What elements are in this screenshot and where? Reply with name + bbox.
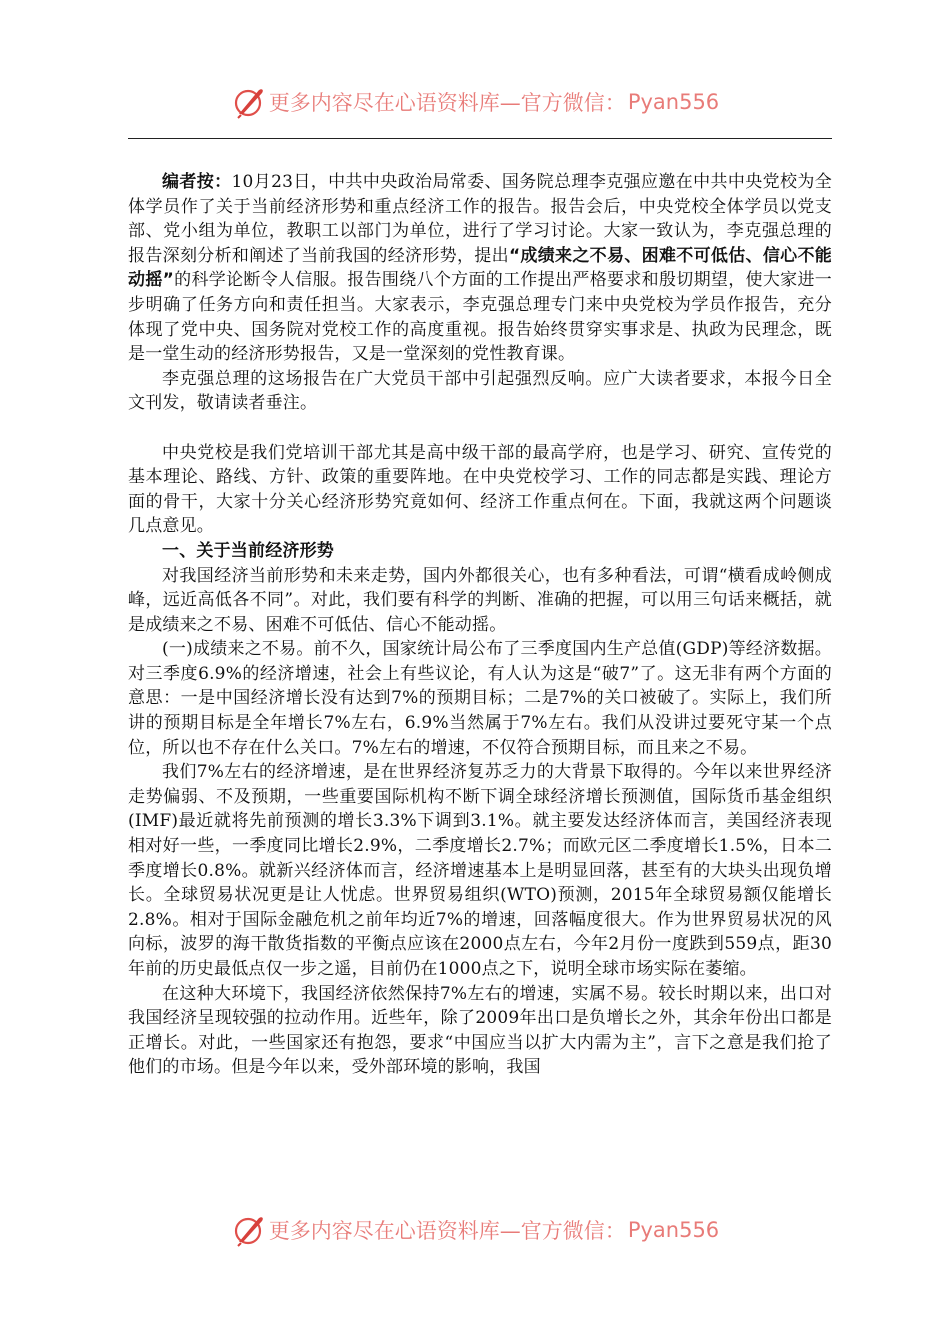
editor-note-text-b: 的科学论断令人信服。报告围绕八个方面的工作提出严格要求和殷切期望，使大家进一步明确了任务方向和责任担当。大家表示，李克强总理专门来中央党校为学员作报告，充分体现了党中央、国务院对党校工作的高度重视。报告始终贯穿实事求是、执政为民理念，既是一堂生动的经济形势报告，又是一堂深刻的党性教育课。 xyxy=(128,270,832,365)
quill-pen-circle-icon xyxy=(231,1212,267,1248)
quill-pen-circle-icon xyxy=(231,84,267,120)
overview-paragraph: 对我国经济当前形势和未来走势，国内外都很关心，也有多种看法，可谓“横看成岭侧成峰，远近高低各不同”。对此，我们要有科学的判断、准确的把握，可以用三句话来概括，就是成绩来之不易、困难不可低估、信心不能动摇。 xyxy=(128,565,832,635)
environment-paragraph: 在这种大环境下，我国经济依然保持7%左右的增速，实属不易。较长时期以来，出口对我国经济呈现较强的拉动作用。近些年，除了2009年出口是负增长之外，其余年份出口都是正增长。对此，一些国家还有抱怨，要求“中国应当以扩大内需为主”，言下之意是我们抢了他们的市场。但是今年以来，受外部环境的影响，我国 xyxy=(128,983,832,1078)
watermark-text: 更多内容尽在心语资料库—官方微信： xyxy=(268,91,626,115)
world-economy-paragraph: 我们7%左右的经济增速，是在世界经济复苏乏力的大背景下取得的。今年以来世界经济走势偏弱、不及预期，一些重要国际机构不断下调全球经济增长预测值，国际货币基金组织(IMF)最近就将先前预测的增长3.3%下调到3.1%。就主要发达经济体而言，美国经济表现相对好一些，一季度同比增长2.9%，二季度增长2.7%；而欧元区二季度增长1.5%，日本二季度增长0.8%。就新兴经济体而言，经济增速基本上是明显回落，甚至有的大块头出现负增长。全球贸易状况更是让人忧虑。世界贸易组织(WTO)预测，2015年全球贸易额仅能增长2.8%。相对于国际金融危机之前年均近7%的增速，回落幅度很大。作为世界贸易状况的风向标，波罗的海干散货指数的平衡点应该在2000点左右，今年2月份一度跌到559点，距30年前的历史最低点仅一步之遥，目前仍在1000点之下，说明全球市场实际在萎缩。 xyxy=(128,762,832,979)
watermark-banner-bottom xyxy=(0,1210,950,1250)
wechat-id: Pyan556 xyxy=(627,1218,720,1242)
section-heading: 一、关于当前经济形势 xyxy=(162,540,334,561)
editor-note-label: 编者按： xyxy=(162,172,232,192)
watermark-banner-top xyxy=(0,82,950,122)
header-divider xyxy=(128,138,832,139)
intro-paragraph: 中央党校是我们党培训干部尤其是高中级干部的最高学府，也是学习、研究、宣传党的基本理论、路线、方针、政策的重要阵地。在中央党校学习、工作的同志都是实践、理论方面的骨干，大家十分关心经济形势究竟如何、经济工作重点何在。下面，我就这两个问题谈几点意见。 xyxy=(128,442,832,537)
article-body xyxy=(128,170,832,1080)
editor-note-paragraph xyxy=(128,170,832,367)
watermark-text: 更多内容尽在心语资料库—官方微信： xyxy=(268,1219,626,1243)
editor-note-paragraph-2: 李克强总理的这场报告在广大党员干部中引起强烈反响。应广大读者要求，本报今日全文刊发，敬请读者垂注。 xyxy=(128,368,832,414)
editor-note-highlight: “成绩来之不易、困难不可低估、信心不能动摇” xyxy=(128,245,832,291)
wechat-id: Pyan556 xyxy=(627,90,720,114)
achievement-paragraph: (一)成绩来之不易。前不久，国家统计局公布了三季度国内生产总值(GDP)等经济数据。对三季度6.9%的经济增速，社会上有些议论，有人认为这是“破7”了。这无非有两个方面的意思：一是中国经济增长没有达到7%的预期目标；二是7%的关口被破了。实际上，我们所讲的预期目标是全年增长7%左右，6.9%当然属于7%左右。我们从没讲过要死守某一个点位，所以也不存在什么关口。7%左右的增速，不仅符合预期目标，而且来之不易。 xyxy=(128,639,832,758)
editor-note-text-a: 10月23日，中共中央政治局常委、国务院总理李克强应邀在中共中央党校为全体学员作了关于当前经济形势和重点经济工作的报告。报告会后，中央党校全体学员以党支部、党小组为单位，教职工以部门为单位，进行了学习讨论。大家一致认为，李克强总理的报告深刻分析和阐述了当前我国的经济形势，提出 xyxy=(128,172,832,266)
